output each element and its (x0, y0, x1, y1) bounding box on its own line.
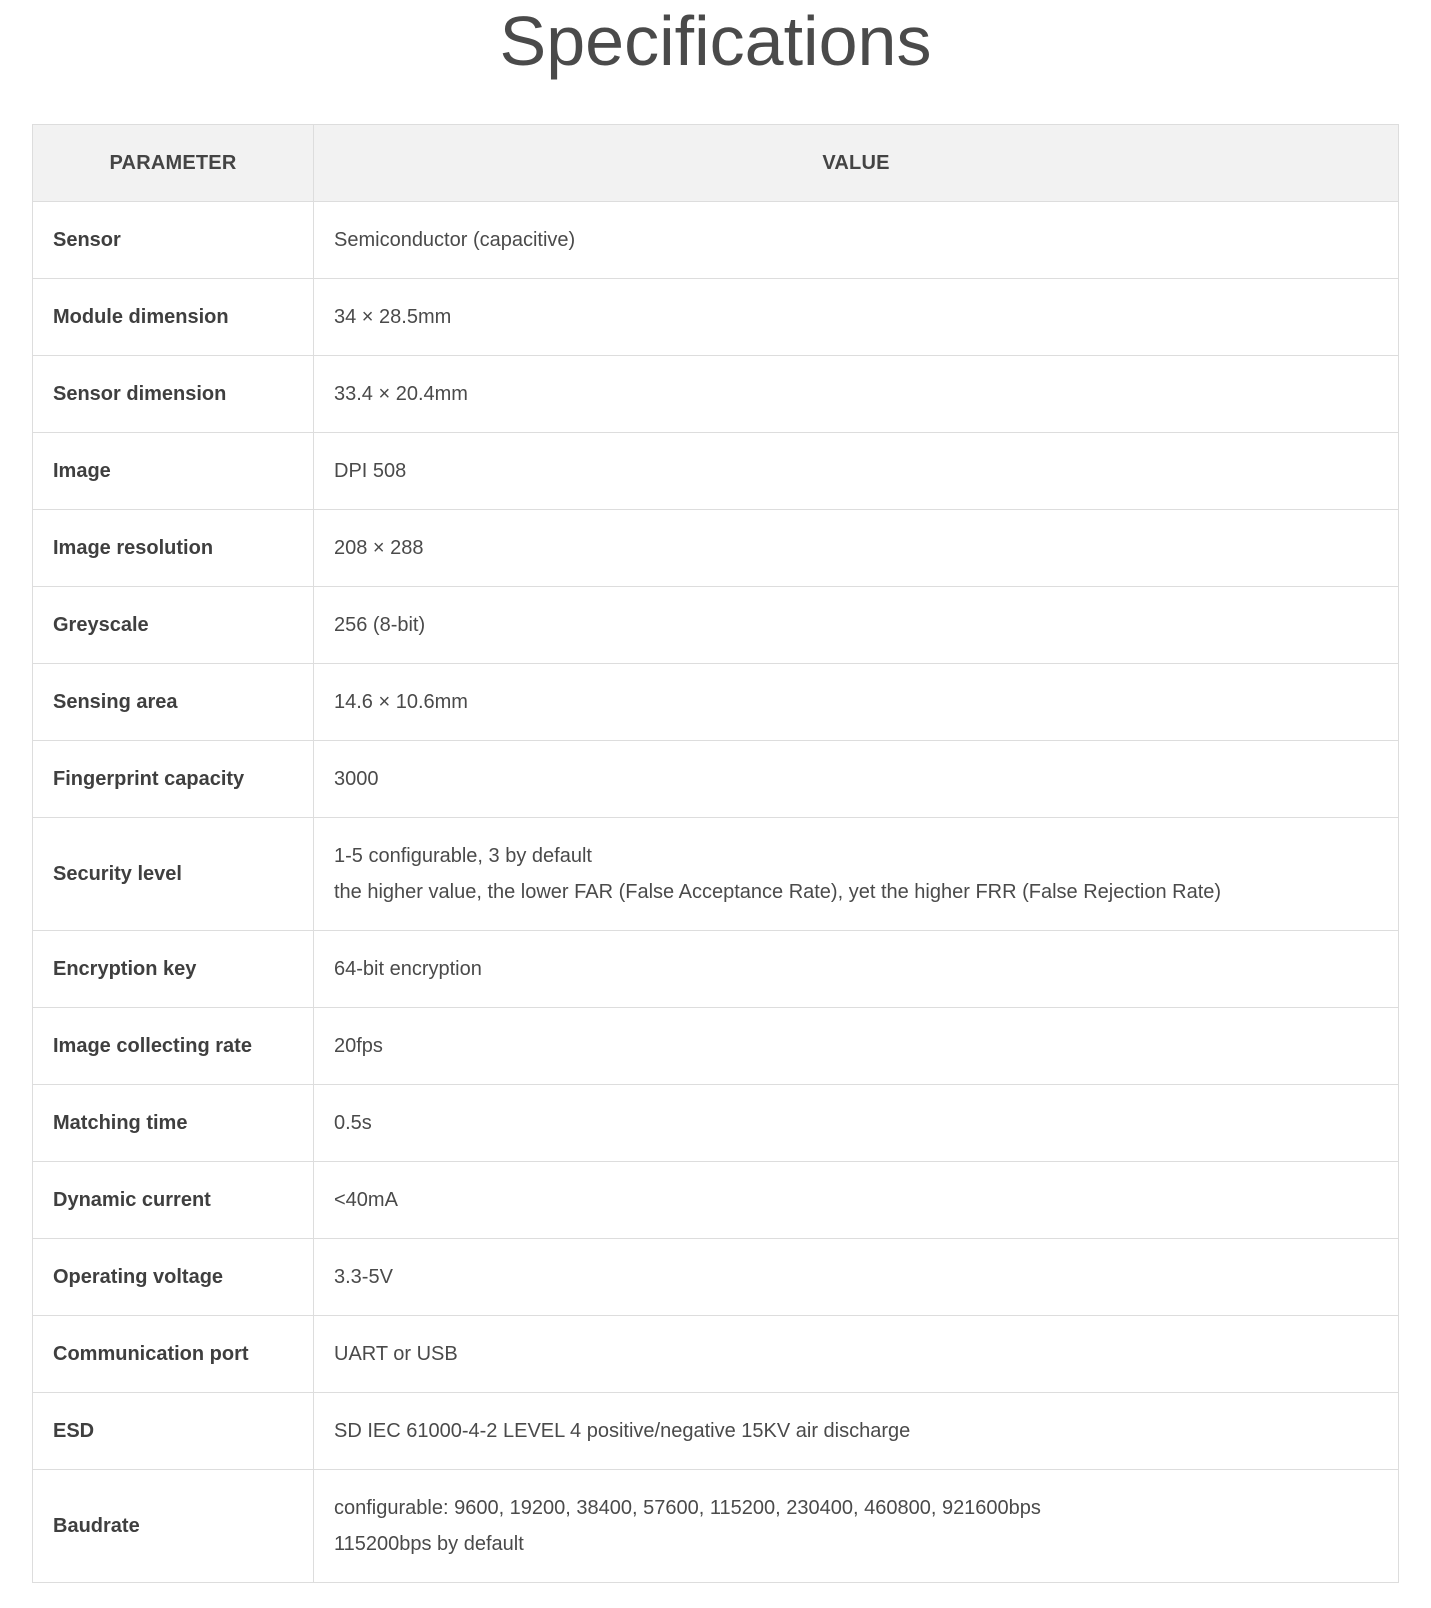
parameter-cell: Sensor dimension (33, 356, 314, 433)
parameter-cell: Greyscale (33, 587, 314, 664)
value-line: DPI 508 (334, 460, 407, 482)
value-line: 208 × 288 (334, 537, 424, 559)
table-row (33, 433, 1399, 510)
value-cell (314, 356, 1399, 433)
table-row (33, 202, 1399, 279)
table-row (33, 510, 1399, 587)
value-cell (314, 1162, 1399, 1239)
parameter-column-header: PARAMETER (33, 125, 314, 202)
parameter-cell: Encryption key (33, 931, 314, 1008)
parameter-cell: Dynamic current (33, 1162, 314, 1239)
parameter-cell: Matching time (33, 1085, 314, 1162)
table-row (33, 1085, 1399, 1162)
value-line: 33.4 × 20.4mm (334, 383, 468, 405)
parameter-cell: Sensor (33, 202, 314, 279)
table-row (33, 1239, 1399, 1316)
value-line: 1-5 configurable, 3 by default (334, 845, 592, 867)
parameter-cell: Security level (33, 818, 314, 931)
value-line: 14.6 × 10.6mm (334, 691, 468, 713)
table-row (33, 741, 1399, 818)
value-line: 115200bps by default (334, 1533, 524, 1555)
value-cell (314, 1393, 1399, 1470)
value-line: 256 (8-bit) (334, 614, 426, 636)
parameter-cell: Baudrate (33, 1470, 314, 1583)
value-line: configurable: 9600, 19200, 38400, 57600, 115200, 230400, 460800, 921600bps (334, 1497, 1041, 1519)
page-title: Specifications (499, 2, 932, 80)
value-cell (314, 279, 1399, 356)
value-line: 64-bit encryption (334, 958, 482, 980)
table-row (33, 1162, 1399, 1239)
table-row (33, 931, 1399, 1008)
value-cell (314, 202, 1399, 279)
parameter-cell: Sensing area (33, 664, 314, 741)
parameter-cell: Fingerprint capacity (33, 741, 314, 818)
value-cell (314, 433, 1399, 510)
value-cell (314, 1316, 1399, 1393)
table-row (33, 587, 1399, 664)
value-line: <40mA (334, 1189, 398, 1211)
value-cell (314, 818, 1399, 931)
specifications-table (32, 124, 1399, 1583)
table-row (33, 1393, 1399, 1470)
table-row (33, 1316, 1399, 1393)
parameter-cell: Module dimension (33, 279, 314, 356)
value-cell (314, 587, 1399, 664)
parameter-cell: ESD (33, 1393, 314, 1470)
table-body (33, 202, 1399, 1583)
value-cell (314, 1008, 1399, 1085)
value-cell (314, 1470, 1399, 1583)
value-line: 20fps (334, 1035, 383, 1057)
table-row (33, 664, 1399, 741)
table-row (33, 1470, 1399, 1583)
parameter-cell: Operating voltage (33, 1239, 314, 1316)
parameter-cell: Communication port (33, 1316, 314, 1393)
value-cell (314, 1239, 1399, 1316)
parameter-cell: Image collecting rate (33, 1008, 314, 1085)
value-cell (314, 931, 1399, 1008)
table-header-row (33, 125, 1399, 202)
table-row (33, 1008, 1399, 1085)
table-row (33, 818, 1399, 931)
value-cell (314, 510, 1399, 587)
table-row (33, 356, 1399, 433)
value-cell (314, 741, 1399, 818)
value-line: 3000 (334, 768, 379, 790)
value-line: the higher value, the lower FAR (False Acceptance Rate), yet the higher FRR (False Rejection Rate) (334, 881, 1222, 903)
value-line: Semiconductor (capacitive) (334, 229, 576, 251)
value-column-header: VALUE (314, 125, 1399, 202)
value-line: 0.5s (334, 1112, 372, 1134)
table-row (33, 279, 1399, 356)
parameter-cell: Image (33, 433, 314, 510)
value-line: 34 × 28.5mm (334, 306, 452, 328)
value-line: SD IEC 61000-4-2 LEVEL 4 positive/negative 15KV air discharge (334, 1420, 911, 1442)
parameter-cell: Image resolution (33, 510, 314, 587)
value-cell (314, 664, 1399, 741)
value-line: 3.3-5V (334, 1266, 393, 1288)
value-cell (314, 1085, 1399, 1162)
value-line: UART or USB (334, 1343, 458, 1365)
